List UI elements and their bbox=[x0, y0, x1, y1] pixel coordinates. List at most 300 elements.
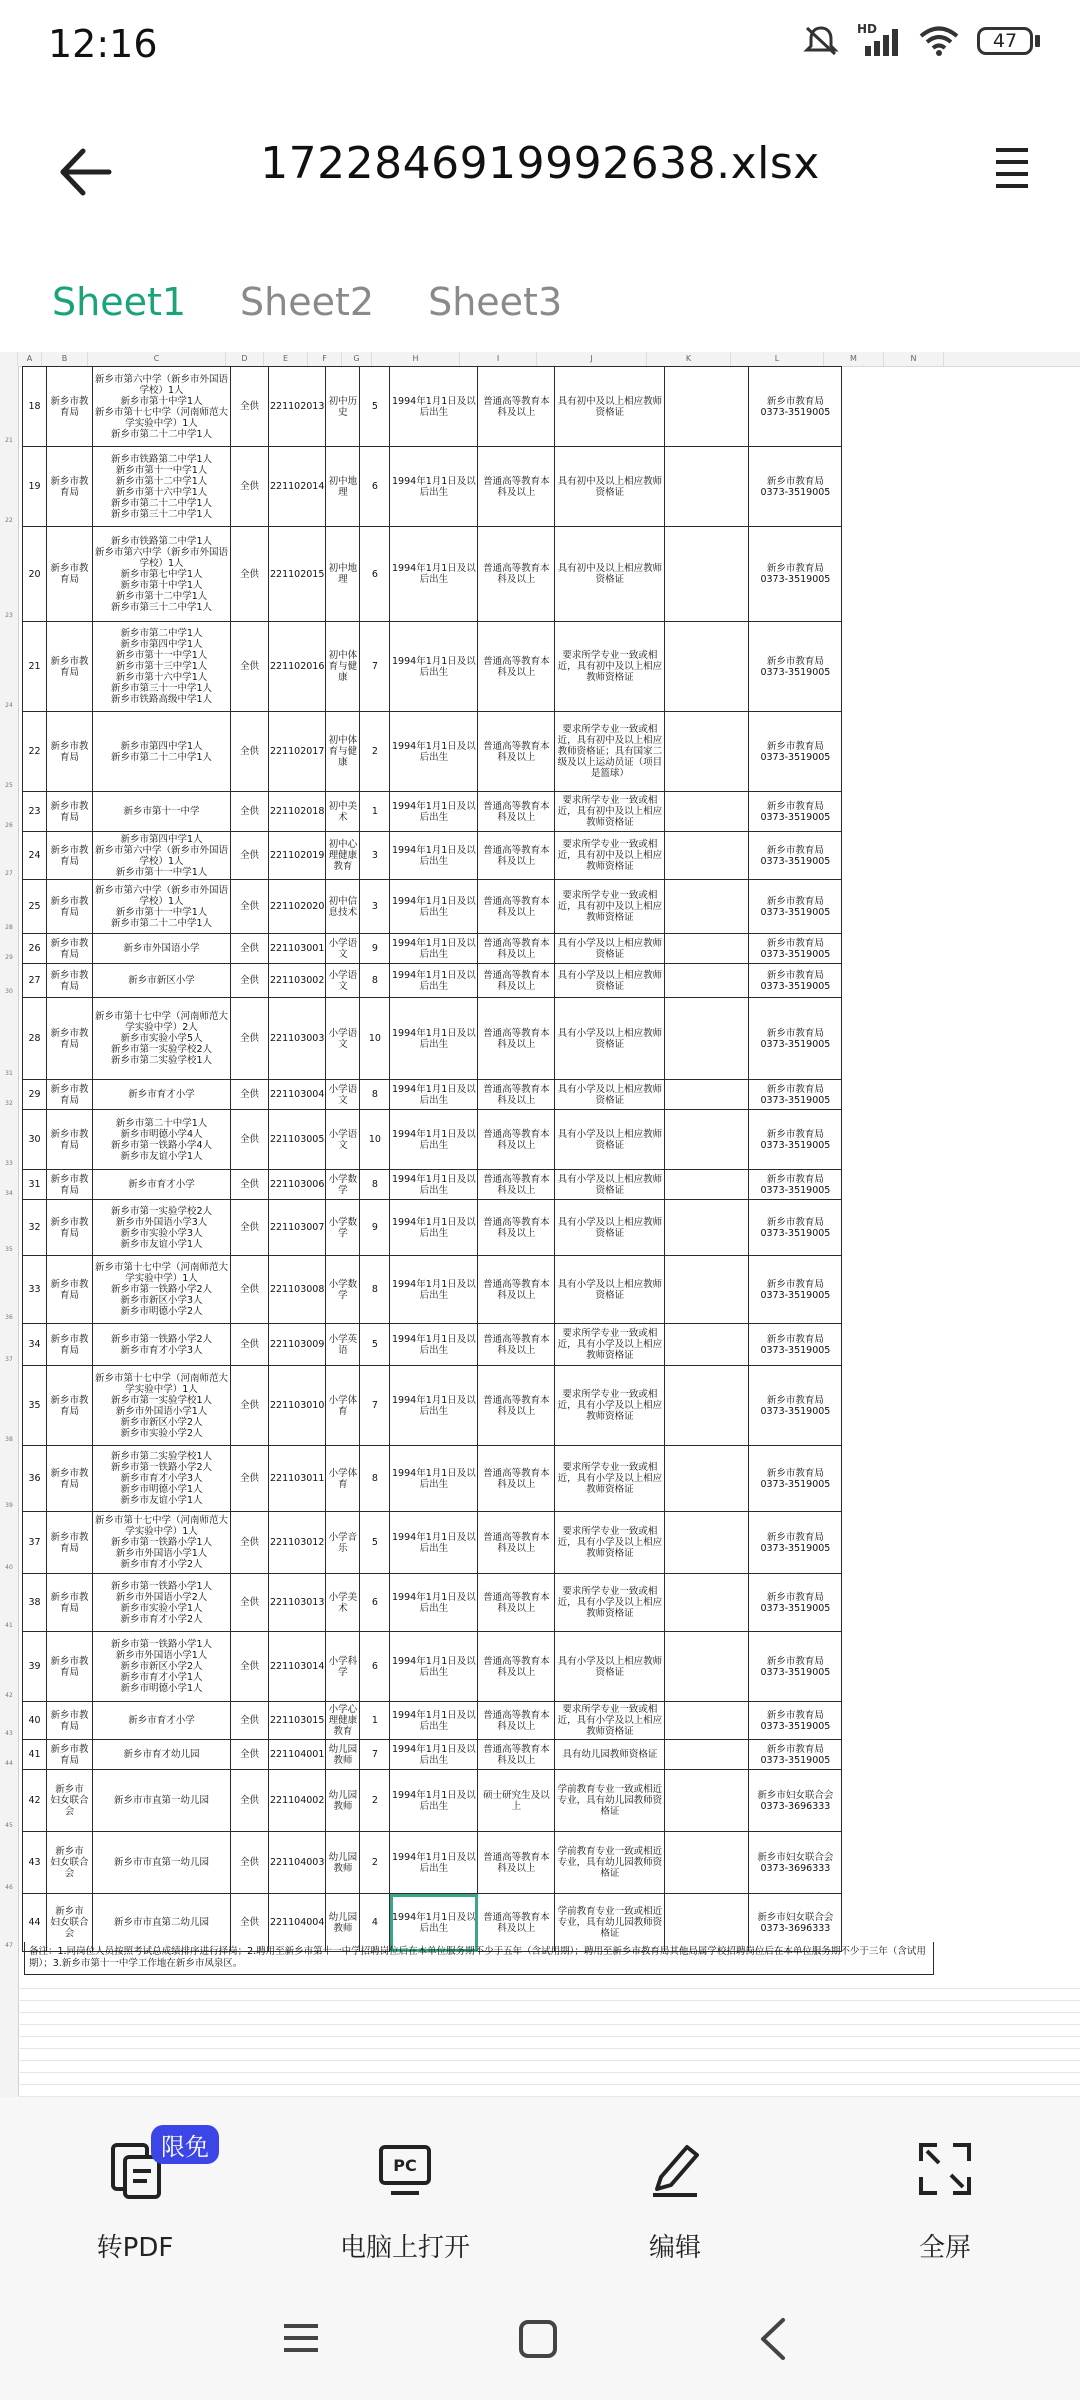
cell-edu[interactable]: 普通高等教育本科及以上 bbox=[478, 367, 555, 447]
row-number[interactable]: 29 bbox=[5, 954, 13, 961]
cell-no[interactable]: 26 bbox=[23, 934, 47, 964]
cell-code[interactable]: 221103003 bbox=[269, 998, 326, 1080]
cell-edu[interactable]: 普通高等教育本科及以上 bbox=[478, 1894, 555, 1952]
cell-contact[interactable]: 新乡市教育局 0373-3519005 bbox=[749, 712, 842, 792]
cell-type[interactable]: 全供 bbox=[231, 964, 269, 998]
open-on-pc-button[interactable] bbox=[330, 2137, 480, 2264]
cell-contact[interactable]: 新乡市教育局 0373-3519005 bbox=[749, 1574, 842, 1632]
cell-age[interactable]: 1994年1月1日及以后出生 bbox=[390, 792, 478, 832]
cell-age[interactable]: 1994年1月1日及以后出生 bbox=[390, 622, 478, 712]
column-letter[interactable]: M bbox=[824, 352, 884, 366]
row-number[interactable]: 46 bbox=[5, 1884, 13, 1891]
cell-post[interactable]: 小学音乐 bbox=[326, 1512, 360, 1574]
cell-num[interactable]: 5 bbox=[360, 367, 390, 447]
cell-type[interactable]: 全供 bbox=[231, 1324, 269, 1366]
cell-age[interactable]: 1994年1月1日及以后出生 bbox=[390, 1446, 478, 1512]
cell-school[interactable]: 新乡市市直第二幼儿园 bbox=[93, 1894, 231, 1952]
row-number[interactable]: 41 bbox=[5, 1622, 13, 1629]
cell-school[interactable]: 新乡市第一铁路小学1人 新乡市外国语小学1人 新乡市新区小学2人 新乡市育才小学1人 新乡市明德小学1人 bbox=[93, 1632, 231, 1702]
cell-req[interactable]: 具有小学及以上相应教师资格证 bbox=[555, 964, 665, 998]
cell-post[interactable]: 小学体育 bbox=[326, 1366, 360, 1446]
row-number[interactable]: 22 bbox=[5, 517, 13, 524]
cell-dept[interactable]: 新乡市 妇女联合会 bbox=[47, 1894, 93, 1952]
cell-no[interactable]: 22 bbox=[23, 712, 47, 792]
cell-age[interactable]: 1994年1月1日及以后出生 bbox=[390, 447, 478, 527]
cell-age[interactable]: 1994年1月1日及以后出生 bbox=[390, 1574, 478, 1632]
cell-no[interactable]: 18 bbox=[23, 367, 47, 447]
cell-age[interactable]: 1994年1月1日及以后出生 bbox=[390, 1110, 478, 1170]
tab-sheet1[interactable]: Sheet1 bbox=[52, 280, 187, 324]
cell-num[interactable]: 6 bbox=[360, 1574, 390, 1632]
row-number[interactable]: 30 bbox=[5, 988, 13, 995]
cell-num[interactable]: 5 bbox=[360, 1324, 390, 1366]
cell-code[interactable]: 221103015 bbox=[269, 1702, 326, 1740]
cell-type[interactable]: 全供 bbox=[231, 998, 269, 1080]
cell-age[interactable]: 1994年1月1日及以后出生 bbox=[390, 367, 478, 447]
cell-post[interactable]: 小学科学 bbox=[326, 1632, 360, 1702]
row-number[interactable]: 37 bbox=[5, 1356, 13, 1363]
cell-no[interactable]: 24 bbox=[23, 832, 47, 880]
row-number[interactable]: 25 bbox=[5, 782, 13, 789]
cell-age[interactable]: 1994年1月1日及以后出生 bbox=[390, 1512, 478, 1574]
cell-req[interactable]: 具有小学及以上相应教师资格证 bbox=[555, 1632, 665, 1702]
cell-type[interactable]: 全供 bbox=[231, 1110, 269, 1170]
cell-edu[interactable]: 普通高等教育本科及以上 bbox=[478, 934, 555, 964]
back-icon[interactable] bbox=[755, 2316, 791, 2362]
cell-post[interactable]: 初中美术 bbox=[326, 792, 360, 832]
row-number[interactable]: 39 bbox=[5, 1502, 13, 1509]
cell-num[interactable]: 6 bbox=[360, 447, 390, 527]
cell-num[interactable]: 8 bbox=[360, 1170, 390, 1200]
cell-req[interactable]: 要求所学专业一致或相近，具有小学及以上相应教师资格证 bbox=[555, 1512, 665, 1574]
cell-empty[interactable] bbox=[665, 1832, 749, 1894]
column-letter[interactable]: N bbox=[884, 352, 944, 366]
cell-contact[interactable]: 新乡市教育局 0373-3519005 bbox=[749, 998, 842, 1080]
cell-school[interactable]: 新乡市铁路第二中学1人 新乡市第六中学（新乡市外国语学校）1人 新乡市第七中学1人 新乡市第十中学1人 新乡市第十二中学1人 新乡市第三十二中学1人 bbox=[93, 527, 231, 622]
column-letter[interactable]: A bbox=[18, 352, 42, 366]
cell-edu[interactable]: 普通高等教育本科及以上 bbox=[478, 998, 555, 1080]
row-number[interactable]: 38 bbox=[5, 1436, 13, 1443]
cell-empty[interactable] bbox=[665, 367, 749, 447]
row-number[interactable]: 27 bbox=[5, 870, 13, 877]
cell-code[interactable]: 221103005 bbox=[269, 1110, 326, 1170]
cell-edu[interactable]: 普通高等教育本科及以上 bbox=[478, 1702, 555, 1740]
cell-edu[interactable]: 普通高等教育本科及以上 bbox=[478, 622, 555, 712]
cell-contact[interactable]: 新乡市教育局 0373-3519005 bbox=[749, 1170, 842, 1200]
cell-num[interactable]: 10 bbox=[360, 1110, 390, 1170]
cell-age[interactable]: 1994年1月1日及以后出生 bbox=[390, 880, 478, 934]
cell-post[interactable]: 初中地理 bbox=[326, 527, 360, 622]
cell-code[interactable]: 221103004 bbox=[269, 1080, 326, 1110]
cell-no[interactable]: 29 bbox=[23, 1080, 47, 1110]
cell-req[interactable]: 具有小学及以上相应教师资格证 bbox=[555, 1110, 665, 1170]
cell-empty[interactable] bbox=[665, 622, 749, 712]
spreadsheet-view[interactable] bbox=[0, 352, 1080, 2097]
cell-edu[interactable]: 普通高等教育本科及以上 bbox=[478, 1446, 555, 1512]
cell-school[interactable]: 新乡市第一铁路小学1人 新乡市外国语小学2人 新乡市实验小学1人 新乡市育才小学2人 bbox=[93, 1574, 231, 1632]
column-letter[interactable]: J bbox=[537, 352, 647, 366]
cell-edu[interactable]: 普通高等教育本科及以上 bbox=[478, 1632, 555, 1702]
cell-empty[interactable] bbox=[665, 1080, 749, 1110]
row-number[interactable]: 33 bbox=[5, 1160, 13, 1167]
cell-contact[interactable]: 新乡市妇女联合会 0373-3696333 bbox=[749, 1894, 842, 1952]
cell-school[interactable]: 新乡市第十七中学（河南师范大学实验中学）1人 新乡市第一实验学校1人 新乡市外国语小学1人 新乡市新区小学2人 新乡市实验小学2人 bbox=[93, 1366, 231, 1446]
cell-post[interactable]: 幼儿园教师 bbox=[326, 1740, 360, 1770]
cell-edu[interactable]: 普通高等教育本科及以上 bbox=[478, 964, 555, 998]
cell-post[interactable]: 初中历史 bbox=[326, 367, 360, 447]
cell-req[interactable]: 学前教育专业一致或相近专业，具有幼儿园教师资格证 bbox=[555, 1894, 665, 1952]
cell-dept[interactable]: 新乡市教育局 bbox=[47, 622, 93, 712]
cell-no[interactable]: 33 bbox=[23, 1256, 47, 1324]
cell-dept[interactable]: 新乡市教育局 bbox=[47, 1740, 93, 1770]
cell-type[interactable]: 全供 bbox=[231, 1832, 269, 1894]
cell-contact[interactable]: 新乡市教育局 0373-3519005 bbox=[749, 1256, 842, 1324]
cell-num[interactable]: 5 bbox=[360, 1512, 390, 1574]
cell-post[interactable]: 小学美术 bbox=[326, 1574, 360, 1632]
cell-code[interactable]: 221103009 bbox=[269, 1324, 326, 1366]
cell-req[interactable]: 要求所学专业一致或相近，具有初中及以上相应教师资格证 bbox=[555, 622, 665, 712]
cell-dept[interactable]: 新乡市教育局 bbox=[47, 880, 93, 934]
row-number[interactable]: 47 bbox=[5, 1942, 13, 1949]
cell-edu[interactable]: 普通高等教育本科及以上 bbox=[478, 712, 555, 792]
cell-school[interactable]: 新乡市育才小学 bbox=[93, 1170, 231, 1200]
cell-no[interactable]: 31 bbox=[23, 1170, 47, 1200]
row-number[interactable]: 21 bbox=[5, 437, 13, 444]
cell-code[interactable]: 221102017 bbox=[269, 712, 326, 792]
cell-empty[interactable] bbox=[665, 527, 749, 622]
cell-contact[interactable]: 新乡市教育局 0373-3519005 bbox=[749, 964, 842, 998]
row-number[interactable]: 45 bbox=[5, 1822, 13, 1829]
cell-empty[interactable] bbox=[665, 1632, 749, 1702]
cell-no[interactable]: 37 bbox=[23, 1512, 47, 1574]
column-letter[interactable]: B bbox=[42, 352, 88, 366]
row-number[interactable]: 42 bbox=[5, 1692, 13, 1699]
cell-empty[interactable] bbox=[665, 1110, 749, 1170]
cell-num[interactable]: 8 bbox=[360, 1080, 390, 1110]
cell-age[interactable]: 1994年1月1日及以后出生 bbox=[390, 1080, 478, 1110]
cell-code[interactable]: 221102016 bbox=[269, 622, 326, 712]
cell-code[interactable]: 221104001 bbox=[269, 1740, 326, 1770]
cell-contact[interactable]: 新乡市教育局 0373-3519005 bbox=[749, 367, 842, 447]
cell-empty[interactable] bbox=[665, 712, 749, 792]
cell-dept[interactable]: 新乡市教育局 bbox=[47, 367, 93, 447]
cell-school[interactable]: 新乡市第二实验学校1人 新乡市第一铁路小学2人 新乡市育才小学3人 新乡市明德小学1人 新乡市友谊小学1人 bbox=[93, 1446, 231, 1512]
row-number[interactable]: 40 bbox=[5, 1564, 13, 1571]
cell-contact[interactable]: 新乡市教育局 0373-3519005 bbox=[749, 832, 842, 880]
cell-type[interactable]: 全供 bbox=[231, 934, 269, 964]
cell-req[interactable]: 具有初中及以上相应教师资格证 bbox=[555, 447, 665, 527]
cell-code[interactable]: 221102019 bbox=[269, 832, 326, 880]
cell-dept[interactable]: 新乡市教育局 bbox=[47, 1200, 93, 1256]
cell-code[interactable]: 221103007 bbox=[269, 1200, 326, 1256]
cell-req[interactable]: 要求所学专业一致或相近，具有小学及以上相应教师资格证 bbox=[555, 1574, 665, 1632]
recent-apps-icon[interactable] bbox=[280, 2318, 322, 2358]
cell-school[interactable]: 新乡市第十七中学（河南师范大学实验中学）1人 新乡市第一铁路小学2人 新乡市新区小学3人 新乡市明德小学2人 bbox=[93, 1256, 231, 1324]
cell-edu[interactable]: 普通高等教育本科及以上 bbox=[478, 1200, 555, 1256]
cell-school[interactable]: 新乡市第十一中学 bbox=[93, 792, 231, 832]
cell-age[interactable]: 1994年1月1日及以后出生 bbox=[390, 1702, 478, 1740]
cell-contact[interactable]: 新乡市教育局 0373-3519005 bbox=[749, 1324, 842, 1366]
cell-empty[interactable] bbox=[665, 1770, 749, 1832]
cell-no[interactable]: 44 bbox=[23, 1894, 47, 1952]
cell-num[interactable]: 2 bbox=[360, 1832, 390, 1894]
cell-code[interactable]: 221102018 bbox=[269, 792, 326, 832]
cell-type[interactable]: 全供 bbox=[231, 1512, 269, 1574]
cell-req[interactable]: 要求所学专业一致或相近，具有初中及以上相应教师资格证 bbox=[555, 832, 665, 880]
cell-contact[interactable]: 新乡市教育局 0373-3519005 bbox=[749, 792, 842, 832]
cell-type[interactable]: 全供 bbox=[231, 1770, 269, 1832]
back-arrow-icon[interactable] bbox=[55, 142, 115, 202]
cell-code[interactable]: 221103012 bbox=[269, 1512, 326, 1574]
cell-school[interactable]: 新乡市第六中学（新乡市外国语学校）1人 新乡市第十一中学1人 新乡市第二十二中学1人 bbox=[93, 880, 231, 934]
cell-dept[interactable]: 新乡市 妇女联合会 bbox=[47, 1832, 93, 1894]
cell-dept[interactable]: 新乡市教育局 bbox=[47, 1512, 93, 1574]
cell-type[interactable]: 全供 bbox=[231, 1446, 269, 1512]
cell-type[interactable]: 全供 bbox=[231, 622, 269, 712]
cell-dept[interactable]: 新乡市教育局 bbox=[47, 1110, 93, 1170]
cell-dept[interactable]: 新乡市 妇女联合会 bbox=[47, 1770, 93, 1832]
cell-no[interactable]: 42 bbox=[23, 1770, 47, 1832]
cell-num[interactable]: 2 bbox=[360, 712, 390, 792]
cell-code[interactable]: 221103008 bbox=[269, 1256, 326, 1324]
cell-edu[interactable]: 普通高等教育本科及以上 bbox=[478, 1324, 555, 1366]
cell-school[interactable]: 新乡市育才小学 bbox=[93, 1702, 231, 1740]
cell-dept[interactable]: 新乡市教育局 bbox=[47, 1170, 93, 1200]
cell-dept[interactable]: 新乡市教育局 bbox=[47, 1366, 93, 1446]
cell-contact[interactable]: 新乡市教育局 0373-3519005 bbox=[749, 1446, 842, 1512]
row-number[interactable]: 36 bbox=[5, 1314, 13, 1321]
cell-req[interactable]: 要求所学专业一致或相近，具有小学及以上相应教师资格证 bbox=[555, 1446, 665, 1512]
cell-type[interactable]: 全供 bbox=[231, 1170, 269, 1200]
cell-edu[interactable]: 普通高等教育本科及以上 bbox=[478, 447, 555, 527]
cell-post[interactable]: 小学语文 bbox=[326, 1110, 360, 1170]
cell-age[interactable]: 1994年1月1日及以后出生 bbox=[390, 1256, 478, 1324]
cell-dept[interactable]: 新乡市教育局 bbox=[47, 832, 93, 880]
cell-school[interactable]: 新乡市市直第一幼儿园 bbox=[93, 1832, 231, 1894]
cell-post[interactable]: 初中信息技术 bbox=[326, 880, 360, 934]
cell-num[interactable]: 6 bbox=[360, 527, 390, 622]
row-number[interactable]: 31 bbox=[5, 1070, 13, 1077]
cell-post[interactable]: 小学语文 bbox=[326, 1080, 360, 1110]
cell-no[interactable]: 30 bbox=[23, 1110, 47, 1170]
cell-code[interactable]: 221104004 bbox=[269, 1894, 326, 1952]
cell-code[interactable]: 221102015 bbox=[269, 527, 326, 622]
cell-no[interactable]: 28 bbox=[23, 998, 47, 1080]
cell-edu[interactable]: 普通高等教育本科及以上 bbox=[478, 1256, 555, 1324]
cell-num[interactable]: 1 bbox=[360, 792, 390, 832]
cell-no[interactable]: 32 bbox=[23, 1200, 47, 1256]
cell-no[interactable]: 34 bbox=[23, 1324, 47, 1366]
cell-post[interactable]: 幼儿园教师 bbox=[326, 1894, 360, 1952]
cell-contact[interactable]: 新乡市教育局 0373-3519005 bbox=[749, 622, 842, 712]
cell-req[interactable]: 具有小学及以上相应教师资格证 bbox=[555, 1256, 665, 1324]
cell-no[interactable]: 23 bbox=[23, 792, 47, 832]
cell-empty[interactable] bbox=[665, 1702, 749, 1740]
cell-post[interactable]: 小学语文 bbox=[326, 964, 360, 998]
cell-num[interactable]: 8 bbox=[360, 1446, 390, 1512]
cell-contact[interactable]: 新乡市妇女联合会 0373-3696333 bbox=[749, 1770, 842, 1832]
column-letter[interactable]: D bbox=[226, 352, 264, 366]
cell-contact[interactable]: 新乡市教育局 0373-3519005 bbox=[749, 447, 842, 527]
cell-empty[interactable] bbox=[665, 1366, 749, 1446]
cell-no[interactable]: 19 bbox=[23, 447, 47, 527]
cell-code[interactable]: 221103013 bbox=[269, 1574, 326, 1632]
cell-school[interactable]: 新乡市市直第一幼儿园 bbox=[93, 1770, 231, 1832]
cell-edu[interactable]: 普通高等教育本科及以上 bbox=[478, 1170, 555, 1200]
cell-req[interactable]: 要求所学专业一致或相近，具有小学及以上相应教师资格证 bbox=[555, 1324, 665, 1366]
cell-num[interactable]: 6 bbox=[360, 1632, 390, 1702]
cell-contact[interactable]: 新乡市教育局 0373-3519005 bbox=[749, 934, 842, 964]
cell-post[interactable]: 初中心理健康教育 bbox=[326, 832, 360, 880]
cell-type[interactable]: 全供 bbox=[231, 832, 269, 880]
cell-edu[interactable]: 普通高等教育本科及以上 bbox=[478, 792, 555, 832]
cell-req[interactable]: 具有小学及以上相应教师资格证 bbox=[555, 1170, 665, 1200]
cell-req[interactable]: 具有初中及以上相应教师资格证 bbox=[555, 367, 665, 447]
cell-code[interactable]: 221103014 bbox=[269, 1632, 326, 1702]
cell-school[interactable]: 新乡市第四中学1人 新乡市第二十二中学1人 bbox=[93, 712, 231, 792]
row-number[interactable]: 34 bbox=[5, 1190, 13, 1197]
cell-empty[interactable] bbox=[665, 964, 749, 998]
cell-empty[interactable] bbox=[665, 1740, 749, 1770]
cell-req[interactable]: 具有小学及以上相应教师资格证 bbox=[555, 1200, 665, 1256]
cell-type[interactable]: 全供 bbox=[231, 792, 269, 832]
cell-contact[interactable]: 新乡市教育局 0373-3519005 bbox=[749, 1740, 842, 1770]
column-letter[interactable]: E bbox=[264, 352, 308, 366]
cell-dept[interactable]: 新乡市教育局 bbox=[47, 998, 93, 1080]
cell-contact[interactable]: 新乡市教育局 0373-3519005 bbox=[749, 1702, 842, 1740]
cell-num[interactable]: 2 bbox=[360, 1770, 390, 1832]
cell-edu[interactable]: 硕士研究生及以上 bbox=[478, 1770, 555, 1832]
cell-empty[interactable] bbox=[665, 934, 749, 964]
cell-age[interactable]: 1994年1月1日及以后出生 bbox=[390, 1324, 478, 1366]
cell-num[interactable]: 7 bbox=[360, 1740, 390, 1770]
tab-sheet3[interactable]: Sheet3 bbox=[428, 280, 563, 324]
cell-type[interactable]: 全供 bbox=[231, 712, 269, 792]
cell-post[interactable]: 小学英语 bbox=[326, 1324, 360, 1366]
cell-dept[interactable]: 新乡市教育局 bbox=[47, 1446, 93, 1512]
cell-school[interactable]: 新乡市第二中学1人 新乡市第四中学1人 新乡市第十一中学1人 新乡市第十三中学1人 新乡市第十六中学1人 新乡市第三十一中学1人 新乡市铁路高级中学1人 bbox=[93, 622, 231, 712]
tab-sheet2[interactable]: Sheet2 bbox=[240, 280, 375, 324]
cell-req[interactable]: 要求所学专业一致或相近，具有小学及以上相应教师资格证 bbox=[555, 1702, 665, 1740]
cell-edu[interactable]: 普通高等教育本科及以上 bbox=[478, 1110, 555, 1170]
cell-code[interactable]: 221104002 bbox=[269, 1770, 326, 1832]
cell-edu[interactable]: 普通高等教育本科及以上 bbox=[478, 1080, 555, 1110]
cell-empty[interactable] bbox=[665, 1446, 749, 1512]
cell-req[interactable]: 学前教育专业一致或相近专业，具有幼儿园教师资格证 bbox=[555, 1832, 665, 1894]
cell-age[interactable]: 1994年1月1日及以后出生 bbox=[390, 1632, 478, 1702]
cell-no[interactable]: 39 bbox=[23, 1632, 47, 1702]
cell-type[interactable]: 全供 bbox=[231, 1632, 269, 1702]
cell-dept[interactable]: 新乡市教育局 bbox=[47, 1324, 93, 1366]
cell-req[interactable]: 学前教育专业一致或相近专业，具有幼儿园教师资格证 bbox=[555, 1770, 665, 1832]
cell-post[interactable]: 初中体育与健康 bbox=[326, 712, 360, 792]
cell-school[interactable]: 新乡市第十七中学（河南师范大学实验中学）1人 新乡市第一铁路小学1人 新乡市外国语小学1人 新乡市育才小学2人 bbox=[93, 1512, 231, 1574]
cell-type[interactable]: 全供 bbox=[231, 1740, 269, 1770]
cell-dept[interactable]: 新乡市教育局 bbox=[47, 712, 93, 792]
column-letter[interactable]: H bbox=[372, 352, 460, 366]
cell-contact[interactable]: 新乡市教育局 0373-3519005 bbox=[749, 1110, 842, 1170]
menu-icon[interactable] bbox=[992, 144, 1032, 196]
cell-num[interactable]: 10 bbox=[360, 998, 390, 1080]
row-number[interactable]: 44 bbox=[5, 1760, 13, 1767]
cell-post[interactable]: 小学体育 bbox=[326, 1446, 360, 1512]
cell-code[interactable]: 221103002 bbox=[269, 964, 326, 998]
cell-age[interactable]: 1994年1月1日及以后出生 bbox=[390, 934, 478, 964]
cell-type[interactable]: 全供 bbox=[231, 1366, 269, 1446]
cell-post[interactable]: 小学数学 bbox=[326, 1170, 360, 1200]
cell-req[interactable]: 要求所学专业一致或相近，具有小学及以上相应教师资格证 bbox=[555, 1366, 665, 1446]
cell-code[interactable]: 221102014 bbox=[269, 447, 326, 527]
cell-num[interactable]: 3 bbox=[360, 832, 390, 880]
cell-contact[interactable]: 新乡市教育局 0373-3519005 bbox=[749, 1512, 842, 1574]
cell-type[interactable]: 全供 bbox=[231, 1256, 269, 1324]
cell-num[interactable]: 4 bbox=[360, 1894, 390, 1952]
cell-school[interactable]: 新乡市铁路第二中学1人 新乡市第十一中学1人 新乡市第十二中学1人 新乡市第十六中学1人 新乡市第二十二中学1人 新乡市第三十二中学1人 bbox=[93, 447, 231, 527]
cell-code[interactable]: 221103006 bbox=[269, 1170, 326, 1200]
row-number[interactable]: 26 bbox=[5, 822, 13, 829]
cell-empty[interactable] bbox=[665, 1256, 749, 1324]
cell-school[interactable]: 新乡市新区小学 bbox=[93, 964, 231, 998]
cell-type[interactable]: 全供 bbox=[231, 1574, 269, 1632]
cell-empty[interactable] bbox=[665, 1200, 749, 1256]
cell-school[interactable]: 新乡市第二十中学1人 新乡市明德小学4人 新乡市第一铁路小学4人 新乡市友谊小学1人 bbox=[93, 1110, 231, 1170]
cell-req[interactable]: 具有小学及以上相应教师资格证 bbox=[555, 1080, 665, 1110]
cell-contact[interactable]: 新乡市教育局 0373-3519005 bbox=[749, 1366, 842, 1446]
cell-no[interactable]: 40 bbox=[23, 1702, 47, 1740]
cell-age[interactable]: 1994年1月1日及以后出生 bbox=[390, 1366, 478, 1446]
cell-age[interactable]: 1994年1月1日及以后出生 bbox=[390, 832, 478, 880]
cell-empty[interactable] bbox=[665, 1574, 749, 1632]
cell-post[interactable]: 小学心理健康教育 bbox=[326, 1702, 360, 1740]
cell-empty[interactable] bbox=[665, 998, 749, 1080]
cell-dept[interactable]: 新乡市教育局 bbox=[47, 934, 93, 964]
cell-school[interactable]: 新乡市第六中学（新乡市外国语学校）1人 新乡市第十中学1人 新乡市第十七中学（河南师范大学实验中学）1人 新乡市第二十二中学1人 bbox=[93, 367, 231, 447]
cell-no[interactable]: 25 bbox=[23, 880, 47, 934]
cell-contact[interactable]: 新乡市教育局 0373-3519005 bbox=[749, 1200, 842, 1256]
cell-age[interactable]: 1994年1月1日及以后出生 bbox=[390, 1894, 478, 1952]
cell-code[interactable]: 221103011 bbox=[269, 1446, 326, 1512]
cell-num[interactable]: 1 bbox=[360, 1702, 390, 1740]
cell-type[interactable]: 全供 bbox=[231, 367, 269, 447]
cell-req[interactable]: 具有初中及以上相应教师资格证 bbox=[555, 527, 665, 622]
column-letter[interactable]: C bbox=[88, 352, 226, 366]
cell-age[interactable]: 1994年1月1日及以后出生 bbox=[390, 1170, 478, 1200]
cell-age[interactable]: 1994年1月1日及以后出生 bbox=[390, 998, 478, 1080]
cell-req[interactable]: 具有幼儿园教师资格证 bbox=[555, 1740, 665, 1770]
cell-empty[interactable] bbox=[665, 1512, 749, 1574]
cell-post[interactable]: 幼儿园教师 bbox=[326, 1832, 360, 1894]
cell-dept[interactable]: 新乡市教育局 bbox=[47, 1256, 93, 1324]
cell-contact[interactable]: 新乡市教育局 0373-3519005 bbox=[749, 527, 842, 622]
row-number[interactable]: 35 bbox=[5, 1246, 13, 1253]
cell-dept[interactable]: 新乡市教育局 bbox=[47, 447, 93, 527]
cell-num[interactable]: 8 bbox=[360, 964, 390, 998]
cell-post[interactable]: 小学数学 bbox=[326, 1200, 360, 1256]
column-letter[interactable]: K bbox=[647, 352, 731, 366]
cell-no[interactable]: 27 bbox=[23, 964, 47, 998]
row-number[interactable]: 43 bbox=[5, 1730, 13, 1737]
cell-code[interactable]: 221102020 bbox=[269, 880, 326, 934]
column-letter[interactable]: I bbox=[460, 352, 537, 366]
home-icon[interactable] bbox=[517, 2318, 559, 2360]
cell-dept[interactable]: 新乡市教育局 bbox=[47, 1632, 93, 1702]
cell-empty[interactable] bbox=[665, 1324, 749, 1366]
cell-no[interactable]: 21 bbox=[23, 622, 47, 712]
column-letter[interactable]: G bbox=[342, 352, 372, 366]
cell-dept[interactable]: 新乡市教育局 bbox=[47, 1574, 93, 1632]
cell-dept[interactable]: 新乡市教育局 bbox=[47, 964, 93, 998]
cell-school[interactable]: 新乡市第四中学1人 新乡市第六中学（新乡市外国语学校）1人 新乡市第十一中学1人 bbox=[93, 832, 231, 880]
